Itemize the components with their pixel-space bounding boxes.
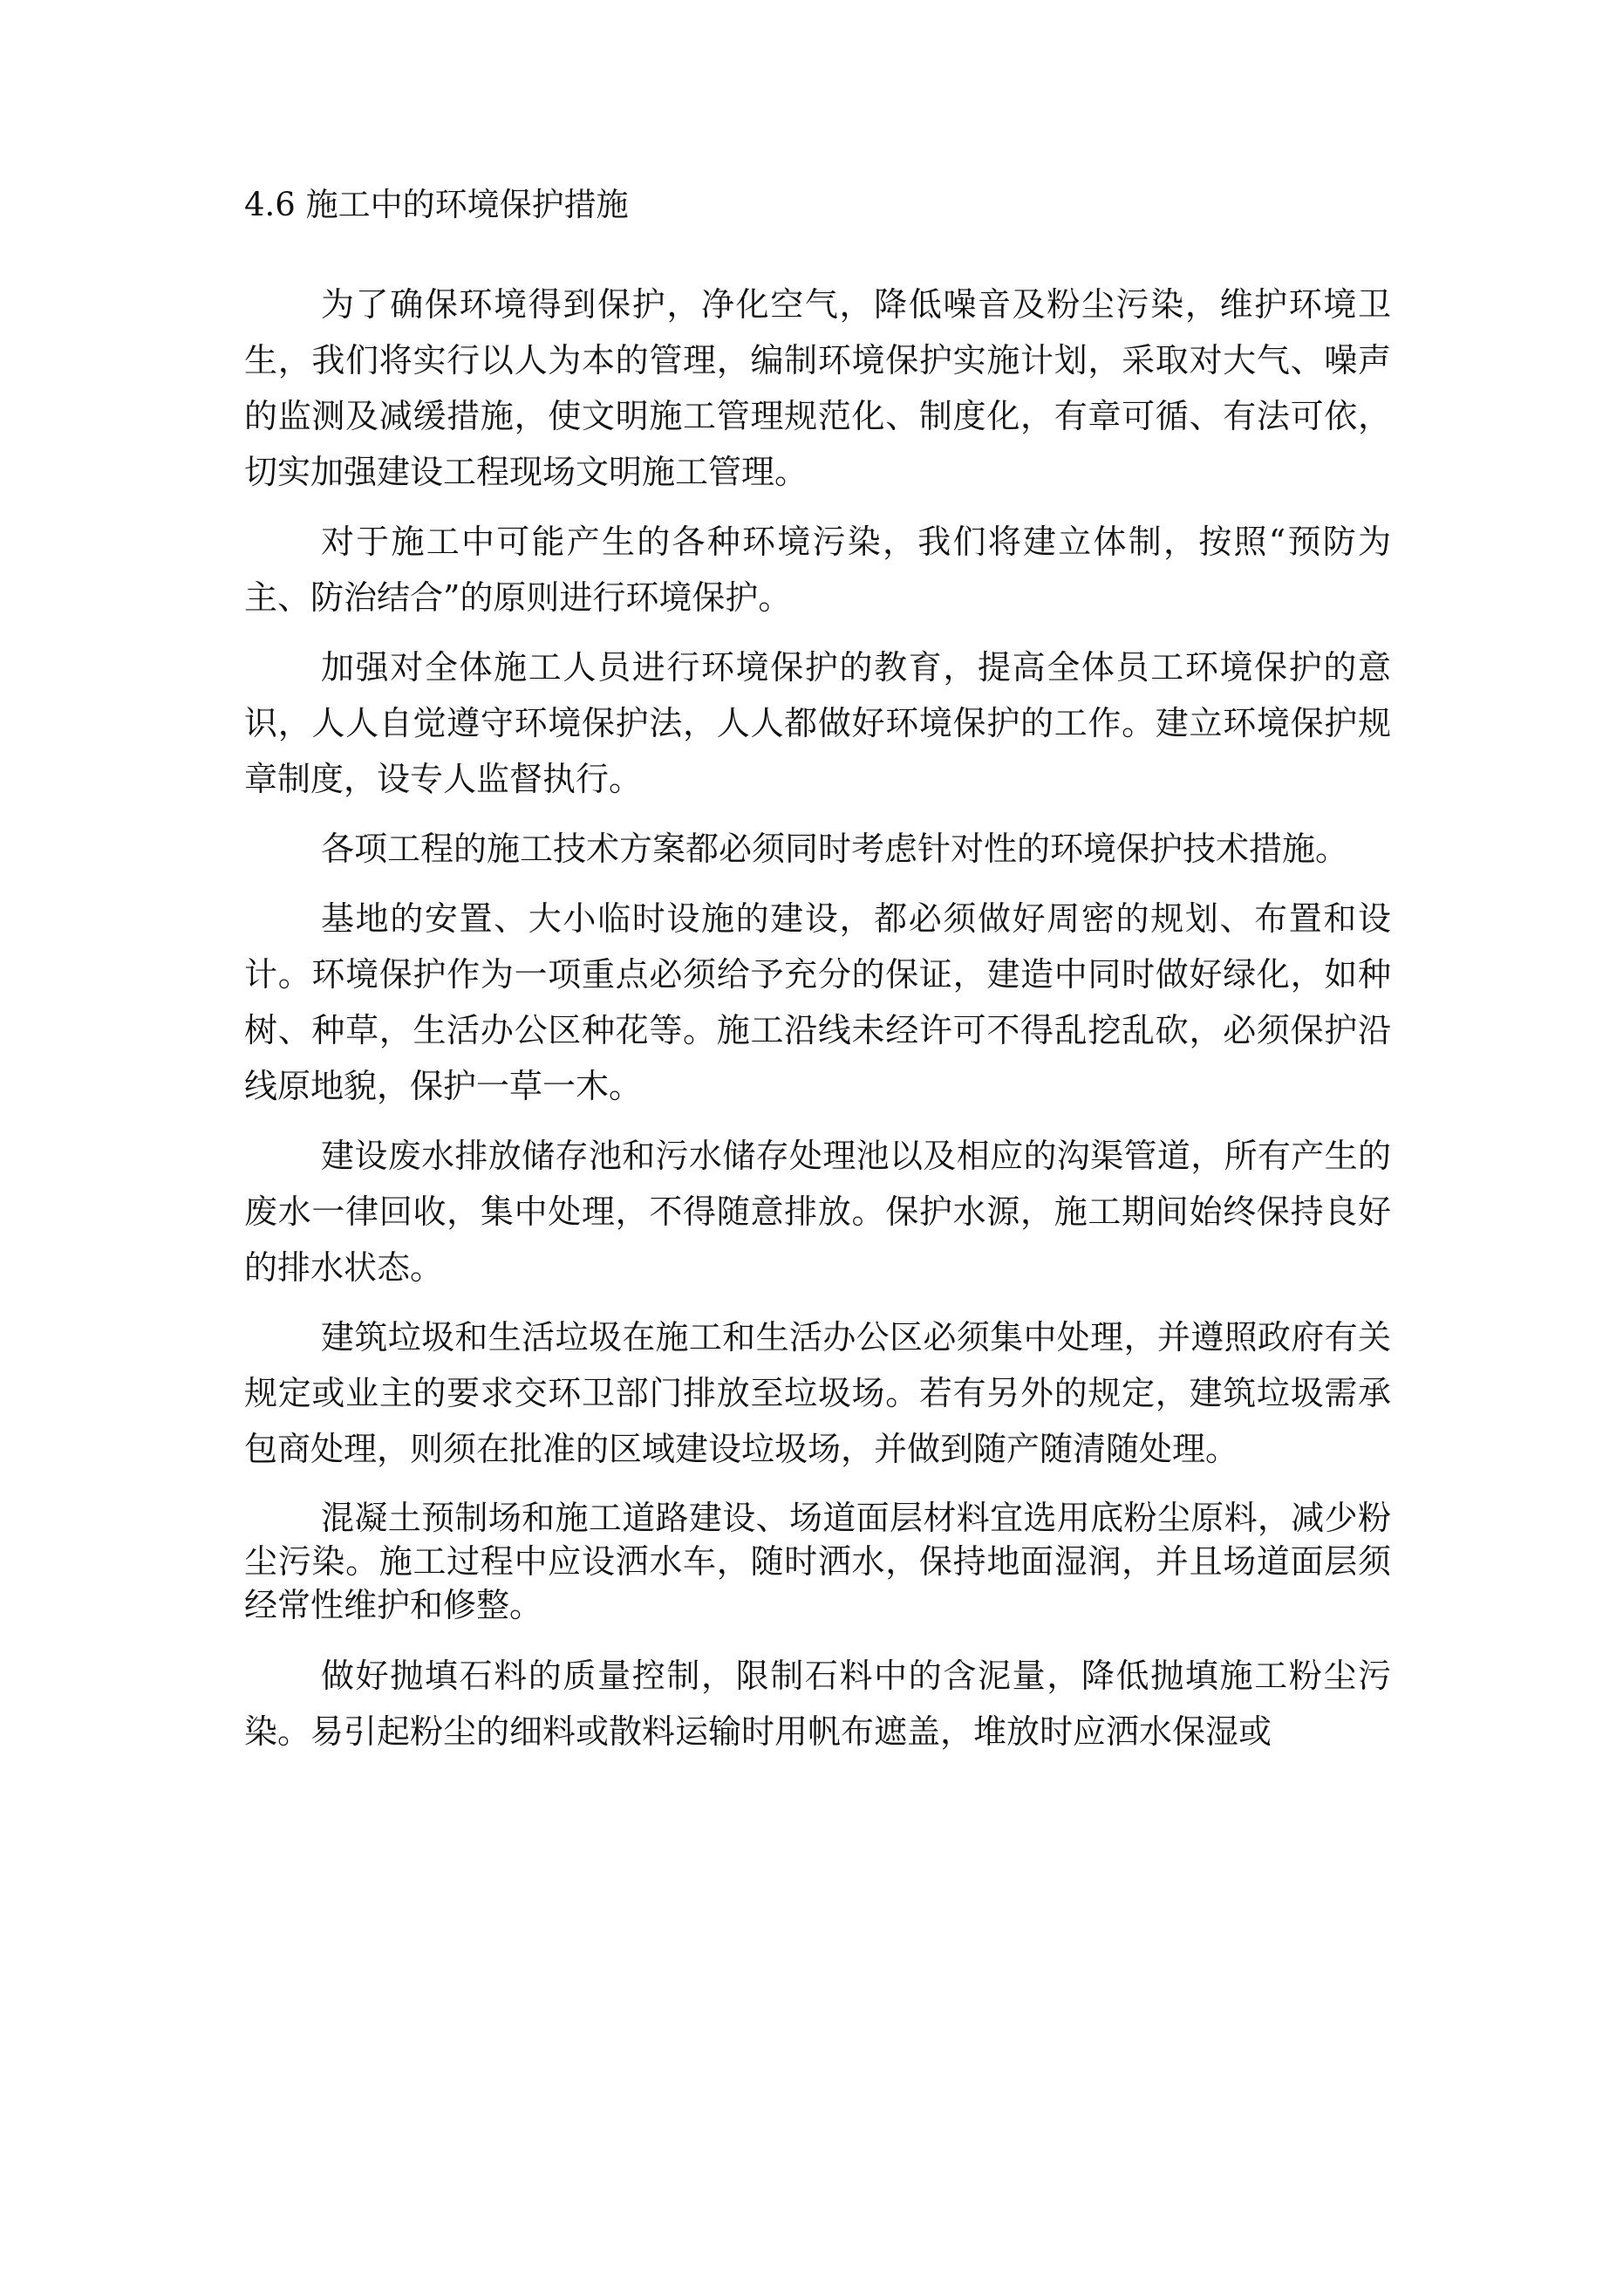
- paragraph-intro: 为了确保环境得到保护，净化空气，降低噪音及粉尘污染，维护环境卫生，我们将实行以人为本的管理，编制环境保护实施计划，采取对大气、噪声的监测及减缓措施，使文明施工管理规范化、制度化，有章可循、有法可依，切实加强建设工程现场文明施工管理。: [244, 285, 1391, 491]
- document-body: [244, 179, 1391, 1773]
- paragraph-prevention-principle: 对于施工中可能产生的各种环境污染，我们将建立体制，按照“预防为主、防治结合”的原则进行环境保护。: [244, 523, 1391, 617]
- section-title: 4.6 施工中的环境保护措施: [244, 186, 629, 223]
- paragraph-site-planning: 基地的安置、大小临时设施的建设，都必须做好周密的规划、布置和设计。环境保护作为一项重点必须给予充分的保证，建造中同时做好绿化，如种树、种草，生活办公区种花等。施工沿线未经许可不得乱挖乱砍，必须保护沿线原地貌，保护一草一木。: [244, 899, 1391, 1105]
- paragraph-technical-plan: 各项工程的施工技术方案都必须同时考虑针对性的环境保护技术措施。: [321, 830, 1349, 868]
- paragraph-fill-stone: 做好抛填石料的质量控制，限制石料中的含泥量，降低抛填施工粉尘污染。易引起粉尘的细料或散料运输时用帆布遮盖，堆放时应洒水保湿或: [244, 1657, 1391, 1751]
- paragraph-education: 加强对全体施工人员进行环境保护的教育，提高全体员工环境保护的意识，人人自觉遵守环境保护法，人人都做好环境保护的工作。建立环境保护规章制度，设专人监督执行。: [244, 648, 1391, 798]
- paragraph-dust-concrete: 混凝土预制场和施工道路建设、场道面层材料宜选用底粉尘原料，减少粉尘污染。施工过程中应设洒水车，随时洒水，保持地面湿润，并且场道面层须经常性维护和修整。: [244, 1499, 1391, 1624]
- paragraph-garbage: 建筑垃圾和生活垃圾在施工和生活办公区必须集中处理，并遵照政府有关规定或业主的要求交环卫部门排放至垃圾场。若有另外的规定，建筑垃圾需承包商处理，则须在批准的区域建设垃圾场，并做到随产随清随处理。: [244, 1318, 1391, 1468]
- paragraph-wastewater: 建设废水排放储存池和污水储存处理池以及相应的沟渠管道，所有产生的废水一律回收，集中处理，不得随意排放。保护水源，施工期间始终保持良好的排水状态。: [244, 1137, 1391, 1287]
